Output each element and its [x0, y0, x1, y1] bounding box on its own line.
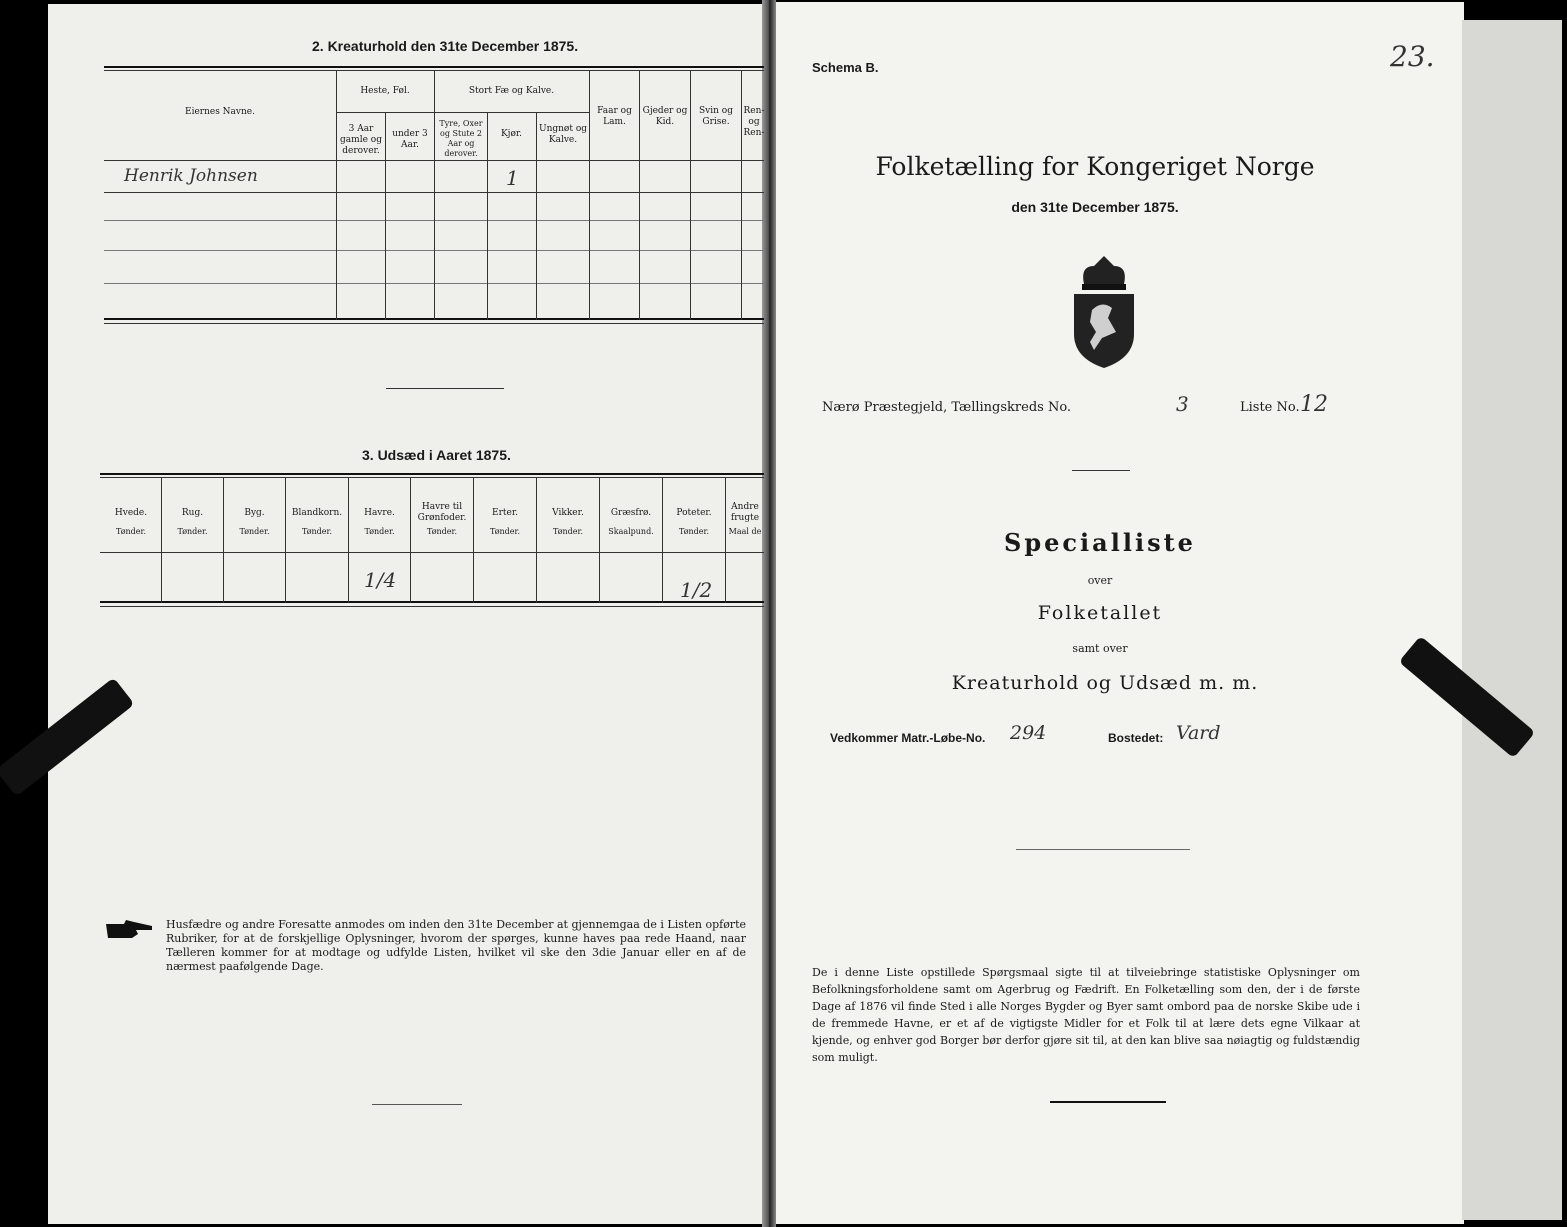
col-header-rug: Rug. [181, 508, 204, 518]
col-header-poteter: Poteter. [676, 508, 712, 518]
section3-title: 3. Udsæd i Aaret 1875. [362, 447, 511, 463]
col-header-blandkorn: Blandkorn. [291, 508, 343, 518]
table-rule [100, 606, 764, 607]
col-header-heste-a: 3 Aar gamle og derover. [340, 124, 382, 156]
table-col-rule [536, 112, 537, 320]
col-header-gjeder: Gjeder og Kid. [642, 106, 688, 127]
col-header-graesfro: Græsfrø. [610, 508, 652, 518]
specialliste-title: Specialliste [1004, 528, 1196, 557]
divider [1050, 1101, 1166, 1103]
samt-over-text: samt over [1072, 642, 1128, 655]
matr-label: Vedkommer Matr.-Løbe-No. [830, 731, 986, 745]
left-page [48, 4, 768, 1224]
over-text: over [1087, 574, 1113, 587]
table-col-rule [639, 70, 640, 320]
table-col-rule [385, 112, 386, 320]
table-rule [104, 323, 764, 324]
folketallet-text: Folketallet [1037, 602, 1163, 624]
bostedet-value: Vard [1176, 722, 1221, 744]
col-header-svin: Svin og Grise. [699, 106, 733, 127]
divider [372, 1104, 462, 1105]
col-unit: Skaalpund. [608, 527, 654, 536]
col-header-havre: Havre. [364, 508, 395, 518]
col-header-stort-a: Tyre, Oxer og Stute 2 Aar og derover. [439, 119, 483, 158]
table-col-rule [690, 70, 691, 320]
schema-label: Schema B. [812, 60, 879, 75]
col-header-erter: Erter. [492, 508, 518, 518]
liste-no: 12 [1300, 392, 1328, 417]
col-unit: Tønder. [115, 527, 147, 536]
owner-name: Henrik Johnsen [124, 166, 258, 186]
table-col-rule [662, 477, 663, 603]
table-rule [100, 477, 764, 478]
section2-title: 2. Kreaturhold den 31te December 1875. [312, 38, 579, 54]
poteter-value: 1/2 [680, 578, 713, 602]
kjor-count: 1 [506, 166, 519, 190]
col-unit: Tønder. [426, 527, 458, 536]
notice-text: Husfædre og andre Foresatte anmodes om inden den 31te December at gjennemgaa de i Listen opførte Rubriker, for at de forskjellige Oplysninger, hvorom der spørges, kunne haves paa rede Haand, naar Tælleren kommer for at modtage og udfylde Listen, hvilket vil ske den 3die Januar eller en af de nærmest paafølgende Dage. [166, 918, 746, 973]
col-unit: Maal de [728, 527, 762, 536]
col-header-hvede: Hvede. [114, 508, 148, 518]
col-unit: Tønder. [177, 527, 208, 536]
col-header-heste-b: under 3 Aar. [392, 129, 428, 150]
table-col-rule [599, 477, 600, 603]
table-col-rule [741, 70, 742, 320]
bostedet-label: Bostedet: [1108, 731, 1164, 745]
table-col-rule [410, 477, 411, 603]
table-col-rule [161, 477, 162, 603]
table-col-rule [473, 477, 474, 603]
col-unit: Tønder. [489, 527, 521, 536]
prestegjeld-label: Nærø Præstegjeld, Tællingskreds No. [822, 400, 1072, 415]
col-unit: Tønder. [364, 527, 395, 536]
book-spine [762, 0, 776, 1227]
page-title: Folketælling for Kongeriget Norge [875, 152, 1315, 181]
table-rule [336, 112, 590, 113]
col-header-heste: Heste, Føl. [360, 86, 410, 96]
col-header-ren: Ren- og Ren- [743, 106, 765, 138]
havre-value: 1/4 [364, 568, 397, 592]
table-col-rule [434, 70, 435, 320]
table-rule [100, 473, 764, 475]
table-rule [100, 601, 764, 603]
table-col-rule [536, 477, 537, 603]
kreaturhold-text: Kreaturhold og Udsæd m. m. [951, 672, 1259, 694]
col-unit: Tønder. [552, 527, 584, 536]
col-header-havre-gronfoder: Havre til Grønfoder. [417, 502, 467, 523]
col-header-ungnot: Ungnøt og Kalve. [538, 124, 587, 145]
table-col-rule [348, 477, 349, 603]
col-header-faar: Faar og Lam. [597, 106, 632, 127]
divider [386, 388, 504, 389]
table-col-rule [223, 477, 224, 603]
col-header-kjor: Kjør. [500, 129, 523, 139]
divider [1016, 849, 1190, 850]
footer-text: De i denne Liste opstillede Spørgsmaal sigte til at tilveiebringe statistiske Oplysninger om Befolkningsforholdene samt om Agerbrug og Fædrift. En Folketælling som den, der i de første Dage af 1876 vil finde Sted i alle Norges Bygder og Byer samt ombord paa de norske Skibe ude i de fremmede Havne, er et af de vigtigste Midler for et Folk til at lære dets egne Vilkaar at kjende, og enhver god Borger bør derfor gjøre sit til, at den kan blive saa nøiagtig og fuldstændig som muligt. [812, 966, 1360, 1064]
table-rule [100, 552, 764, 553]
page-number: 23. [1390, 40, 1435, 73]
col-unit: Tønder. [678, 527, 710, 536]
divider [1072, 470, 1130, 471]
table-col-rule [336, 70, 337, 320]
col-unit: Tønder. [301, 527, 333, 536]
table-rule [104, 66, 764, 68]
census-date: den 31te December 1875. [1011, 199, 1179, 215]
liste-label: Liste No. [1240, 400, 1300, 415]
table-col-rule [725, 477, 726, 603]
col-header-eiernes-navne: Eiernes Navne. [185, 107, 255, 117]
col-header-vikker: Vikker. [552, 508, 584, 518]
page-edge [1462, 20, 1562, 1220]
col-header-byg: Byg. [244, 508, 265, 518]
tellingskreds-no: 3 [1176, 392, 1189, 416]
col-header-stort-fae: Stort Fæ og Kalve. [468, 86, 555, 96]
col-unit: Tønder. [239, 527, 270, 536]
table-col-rule [285, 477, 286, 603]
col-header-andre: Andre frugte [730, 502, 760, 523]
table-col-rule [589, 70, 590, 320]
coat-of-arms-icon [1066, 252, 1142, 372]
table-col-rule [487, 112, 488, 320]
pointing-hand-icon [104, 918, 154, 940]
matr-no: 294 [1010, 722, 1047, 744]
